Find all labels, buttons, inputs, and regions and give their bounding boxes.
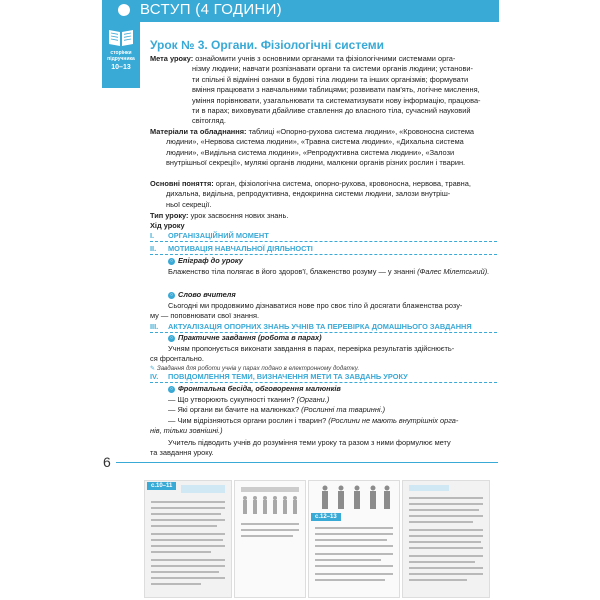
answer: нів, тільки зовнішні.) (150, 426, 223, 436)
concepts-line: орган, фізіологічна система, опорно-рухова, кровоносна, нервова, травна, (215, 179, 471, 188)
teacher-word-heading (168, 290, 498, 300)
epigraph-author: (Фалес Мілетський). (417, 267, 490, 276)
section-number: I. (150, 231, 155, 240)
text-line: Учням пропонується виконати завдання в парах, перевірка результатів здійснюєть- (168, 344, 455, 353)
concepts-label: Основні поняття: (150, 179, 214, 188)
thumbnail-page-tag: с.10–11 (147, 482, 176, 490)
materials-line: людини», «Нервова система людини», «Травна система людини», «Дихальна система (166, 137, 464, 147)
materials-label: Матеріали та обладнання: (150, 127, 247, 136)
section-motivation (150, 244, 497, 255)
section-topic (150, 372, 497, 383)
goal-line: нізму людини; навчати розпізнавати органи та системи органів людини; установи- (192, 64, 473, 74)
question: — Що утворюють сукупності тканин? (168, 395, 295, 404)
answer: (Органи.) (296, 395, 330, 404)
goal-line: ти спільні й відмінні ознаки в будові тіла людини та інших організмів; формувати (192, 74, 469, 84)
question: — Які органи ви бачите на малюнках? (168, 405, 300, 415)
text-line: ся фронтально. (150, 354, 204, 364)
section-number: II. (150, 244, 157, 253)
bullet-icon: ○ (169, 291, 174, 298)
section-title: ОРГАНІЗАЦІЙНИЙ МОМЕНТ (168, 231, 269, 240)
human-body-figures (239, 495, 301, 517)
materials-line: таблиці «Опорно-рухова система людини», «Кровоносна система (248, 127, 475, 136)
section-title: МОТИВАЦІЯ НАВЧАЛЬНОЇ ДІЯЛЬНОСТІ (168, 244, 313, 253)
pencil-icon: ✎ (150, 365, 156, 372)
textbook-page-thumbnail (144, 480, 232, 598)
epigraph-label: Епіграф до уроку (178, 256, 243, 265)
type-text: урок засвоєння нових знань. (190, 211, 289, 220)
bullet-icon: ○ (169, 334, 174, 341)
section-organization (150, 231, 497, 242)
conversation-text (150, 395, 498, 458)
conversation-label: Фронтальна бесіда, обговорення малюнків (178, 384, 341, 393)
concepts-line: ньої секреції. (166, 199, 212, 209)
pages-caption: сторінки підручника (107, 50, 135, 62)
human-body-figures (315, 485, 393, 511)
conversation-heading (168, 384, 498, 394)
goal-label: Мета уроку: (150, 54, 194, 63)
lesson-type (150, 211, 497, 221)
answer: (Рослинні та тваринні.) (301, 405, 386, 415)
goal-line: уміння порівнювати, узагальнювати та систематизувати нову інформацію, працюва- (192, 95, 481, 105)
lesson-course-label: Хід уроку (150, 221, 185, 230)
teacher-word-text (150, 301, 498, 322)
materials-line: людини», «Видільна система людини», «Репродуктивна система людини», «Залози (166, 147, 455, 157)
lesson-concepts (150, 179, 497, 210)
practical-task-heading (168, 333, 498, 343)
open-book-icon (107, 26, 135, 48)
epigraph-heading (168, 256, 498, 266)
thumbnail-heading (409, 485, 449, 491)
epigraph-text (168, 267, 498, 277)
goal-line: вміння працювати з навчальними таблицями; розвивати пам'ять, логічне мислення, (192, 85, 480, 95)
epigraph-quote: Блаженство тіла полягає в його здоров'ї, блаженство розуму — у знанні (168, 267, 416, 276)
bullet-icon: ○ (169, 257, 174, 264)
bullet-icon: ○ (169, 385, 174, 392)
section-title: АКТУАЛІЗАЦІЯ ОПОРНИХ ЗНАНЬ УЧНІВ ТА ПЕРЕВІРКА ДОМАШНЬОГО ЗАВДАННЯ (168, 322, 472, 331)
text-line: Учитель підводить учнів до розуміння теми уроку та разом з ними формулює мету (168, 437, 451, 447)
chapter-title: ВСТУП (4 ГОДИНИ) (140, 1, 282, 18)
practical-task-label: Практичне завдання (робота в парах) (178, 333, 322, 342)
section-actualization (150, 322, 497, 333)
textbook-page-thumbnail (402, 480, 490, 598)
lesson-materials (150, 127, 497, 169)
goal-line: світогляд. (192, 116, 226, 126)
question: — Чим відрізняються органи рослин і тварин? (168, 415, 327, 425)
note-text: Завдання для роботи учнів у парах подано в електронному додатку. (156, 365, 360, 372)
thumbnail-heading (181, 485, 225, 493)
textbook-pages-label (102, 50, 140, 72)
type-label: Тип уроку: (150, 211, 189, 220)
bullet-circle-icon (118, 4, 130, 16)
textbook-figure-thumbnail (308, 480, 400, 598)
answer: (Рослини не мають внутрішніх орга- (328, 415, 459, 425)
text-line: та завдання уроку. (150, 448, 214, 458)
section-number: IV. (150, 372, 159, 381)
practical-task-text (150, 344, 498, 365)
footer-rule (116, 462, 498, 463)
thumbnail-page-tag: с.12–13 (311, 513, 341, 521)
section-title: ПОВІДОМЛЕННЯ ТЕМИ, ВИЗНАЧЕННЯ МЕТИ ТА ЗАВДАНЬ УРОКУ (168, 372, 408, 381)
materials-line: внутрішньої секреції», муляжі органів людини, малюнки органів різних рослин і тварин. (166, 158, 466, 168)
teacher-word-label: Слово вчителя (178, 290, 236, 299)
concepts-line: дихальна, видільна, репродуктивна, ендокринна системи людини, залози внутріш- (166, 189, 451, 199)
page-number: 6 (103, 454, 111, 470)
text-line: му — поповнювати свої знання. (150, 311, 260, 321)
textbook-figure-thumbnail (234, 480, 306, 598)
figure-caption (241, 487, 299, 492)
pages-range: 10–13 (111, 64, 131, 71)
goal-line: ти в парах; виховувати дбайливе ставлення до власного тіла, сучасний науковий (192, 106, 471, 116)
text-line: Сьогодні ми продовжимо дізнаватися нове про своє тіло й досягати блаженства розу- (168, 301, 463, 310)
section-number: III. (150, 322, 159, 331)
lesson-goal (150, 54, 497, 127)
goal-line: ознайомити учнів з основними органами та фізіологічними системами орга- (195, 54, 456, 63)
lesson-title: Урок № 3. Органи. Фізіологічні системи (150, 38, 384, 52)
